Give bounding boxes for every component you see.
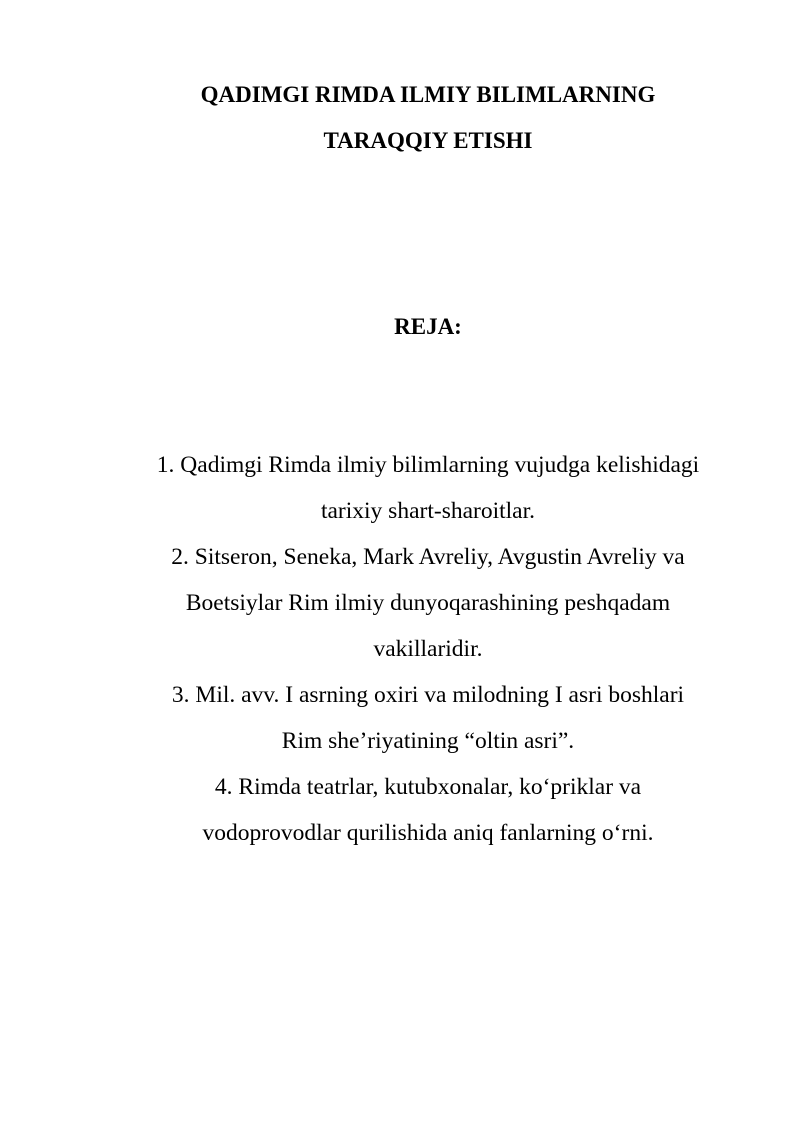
- plan-item-line: 4. Rimda teatrlar, kutubxonalar, ko‘priklar va: [214, 774, 642, 800]
- plan-item-4: [100, 764, 756, 856]
- plan-item-2: [100, 534, 756, 672]
- plan-heading: REJA:: [394, 314, 462, 339]
- plan-item-line: tarixiy shart-sharoitlar.: [320, 498, 536, 524]
- title-line: TARAQQIY ETISHI: [323, 128, 533, 153]
- document-title: [100, 72, 756, 164]
- plan-item-line: 1. Qadimgi Rimda ilmiy bilimlarning vujudga kelishidagi: [156, 452, 700, 478]
- plan-item-line: 3. Mil. avv. I asrning oxiri va milodning I asri boshlari: [171, 682, 685, 708]
- plan-item-1: [100, 442, 756, 534]
- plan-item-line: vodoprovodlar qurilishida aniq fanlarning o‘rni.: [202, 820, 654, 846]
- plan-item-3: [100, 672, 756, 764]
- plan-item-line: Rim she’riyatining “oltin asri”.: [281, 728, 575, 754]
- plan-item-line: vakillaridir.: [373, 636, 483, 662]
- plan-list: [100, 442, 756, 856]
- title-line: QADIMGI RIMDA ILMIY BILIMLARNING: [200, 82, 656, 107]
- plan-item-line: Boetsiylar Rim ilmiy dunyoqarashining peshqadam: [185, 590, 671, 616]
- plan-item-line: 2. Sitseron, Seneka, Mark Avreliy, Avgustin Avreliy va: [171, 544, 685, 570]
